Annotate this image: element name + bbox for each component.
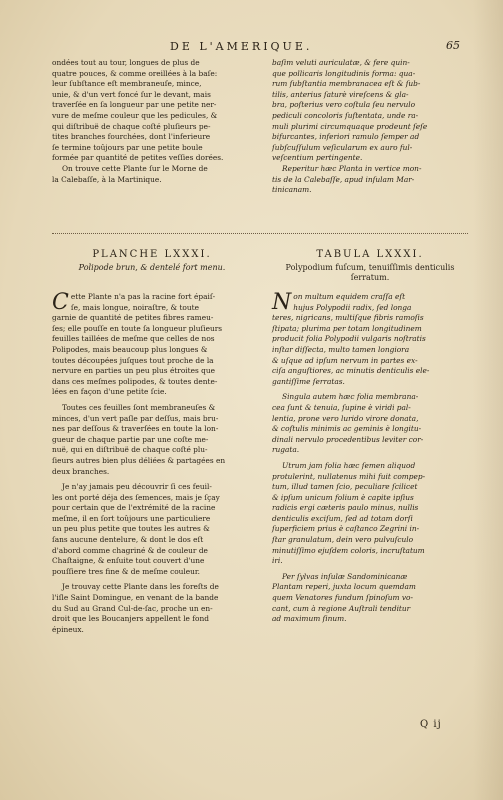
top-left-line: unie, & d'un vert foncé ſur le devant, mais (52, 89, 211, 99)
french-text-line: meſme, il en ſort toûjours une particuliere (52, 513, 211, 523)
top-right-line: tilis, anterius ſaturè vireſcens & gla- (272, 89, 409, 99)
french-text-line: ſe, mais longue, noiraſtre, & toute (70, 302, 199, 312)
top-left-line: formée par quantité de petites veſſies dorées. (52, 153, 224, 163)
top-left-line: ſe termine toûjours par une petite boule (52, 142, 203, 152)
plate-subtitle-french: Polipode brun, & dentelé fort menu. (78, 263, 226, 272)
latin-text-line: gantiſſime ſerratas. (272, 376, 345, 386)
top-right-line: ſubſcuſſulum veſicularum ex auro ful- (272, 142, 413, 152)
latin-text-line: Utrum jam folia hæc ſemen aliquod (282, 460, 416, 470)
latin-text-line: producit folia Polypodii vulgaris noſtratis (272, 334, 426, 344)
french-text-line: garnie de quantité de petites fibres rameu- (52, 313, 214, 323)
latin-text-line: on multum equidem craſſa eſt (293, 292, 406, 301)
french-text-line: du Sud au Grand Cul-de-ſac, proche un en- (52, 603, 213, 613)
french-text-line: Je n'ay jamais peu découvrir ſi ces feuil- (62, 482, 212, 492)
top-right-line: baſim veluti auriculatæ, & fere quin- (272, 58, 410, 67)
french-text-line: nervure en parties un peu plus étroites que (52, 366, 215, 376)
latin-text-line: iri. (272, 556, 283, 566)
latin-text-line: inſtar diſſecta, multo tamen longiora (272, 344, 410, 354)
french-text-line: Chaſtaigne, & enſuite tout couvert d'une (52, 556, 205, 566)
top-right-line: que pollicaris longitudinis forma: qua- (272, 68, 416, 78)
french-description (52, 292, 252, 635)
latin-text-line: cant, cum à regione Auſtrali tenditur (272, 603, 411, 613)
french-text-line: ſans aucune dentelure, & dont le dos eſt (52, 535, 204, 545)
top-right-line: muli plurimi circumquaque prodeunt ſeſe (272, 121, 428, 131)
latin-text-line: rugata. (272, 445, 300, 455)
top-left-line: la Calebaſſe, à la Martinique. (52, 174, 162, 184)
top-right-line: tis de la Calebaſſe, apud inſulam Mar- (272, 174, 415, 184)
top-right-line: rum ſubſtantia membranacea eſt & ſub- (272, 79, 421, 89)
top-right-line: Reperitur hæc Planta in vertice mon- (282, 163, 422, 173)
latin-text-line: ſuperficiem prius è caſtanco Zegrini in- (272, 524, 420, 534)
top-left-line: ondées tout au tour, longues de plus de (52, 58, 200, 67)
top-right-line: bifurcantes, inferiori ramulo ſemper ad (272, 132, 420, 142)
top-left-line: traverſée en ſa longueur par une petite ner- (52, 100, 217, 110)
top-left-line: qui diſtribuë de chaque coſté pluſieurs pe- (52, 121, 211, 131)
french-text-line: pour certain que de l'extrémité de la racine (52, 503, 216, 513)
latin-text-line: protulerint, nullatenus mihi fuit compер- (272, 471, 426, 481)
top-left-column (52, 58, 252, 185)
plate-title-french: PLANCHE LXXXI. (92, 249, 212, 260)
french-text-line: Toutes ces feuilles ſont membraneuſes & (62, 402, 216, 412)
french-text-line: ſieurs autres bien plus déliées & partagées en (52, 455, 226, 465)
latin-text-line: & ipſum unicum folium è capite ipſius (272, 492, 414, 502)
signature-mark: Q ij (420, 719, 442, 730)
french-text-line: ſes; elle pouſſe en toute ſa longueur pluſieurs (52, 323, 223, 333)
latin-text-line: & coſtulis minimis ac geminis è longitu- (272, 424, 422, 434)
latin-text-line: denticulis exciſum, ſed ad totam dorſi (272, 513, 413, 523)
french-text-line: Polipodes, mais beaucoup plus longues & (52, 344, 208, 354)
latin-text-line: teres, nigricans, multiſque fibris ramoſis (272, 313, 424, 323)
latin-text-line: dinali nervulo procedentibus leviter cor- (272, 434, 424, 444)
french-text-line: ette Plante n'a pas la racine fort épaiſ- (70, 292, 216, 301)
top-left-line: quatre pouces, & comme oreillées à la baſe: (52, 68, 218, 78)
french-text-line: l'iſle Saint Domingue, en venant de la bande (52, 593, 219, 603)
french-text-line: feuilles taillées de meſme que celles de nos (52, 334, 215, 344)
french-text-line: gueur de chaque partie par une coſte me- (52, 434, 209, 444)
top-right-column (272, 58, 468, 196)
latin-text-line: Singula autem hæc folia membrana- (282, 392, 419, 402)
latin-text-line: tum, illud tamen ſcio, peculiare ſcilicet (272, 482, 418, 492)
running-head: DE L'AMERIQUE. (170, 40, 313, 53)
french-text-line: toutes découpées juſques tout proche de la (52, 355, 214, 365)
top-left-line: tites branches fourchées, dont l'inferieure (52, 132, 211, 142)
latin-text-line: lentia, prone vero lurido virore donata, (272, 413, 419, 423)
french-text-dropcap: C (52, 290, 69, 315)
top-right-line: pediculi concoloris ſuſtentata, unde ra- (272, 110, 419, 120)
page-header (50, 40, 460, 56)
french-text-line: nes par deſſous & traverſées en toute la lon- (52, 424, 219, 434)
latin-text-line: quem Venatores fundum ſpinoſum vo- (272, 593, 414, 603)
latin-text-line: minutiſſimo ejuſdem coloris, incruſtatum (272, 545, 425, 555)
latin-text-line: ſtar granulatum, dein vero pulvuſculo (272, 535, 414, 545)
french-text-line: lées en façon d'une petite ſcie. (52, 387, 167, 397)
french-text-line: un peu plus petite que toutes les autres & (52, 524, 210, 534)
french-text-line: Je trouvay cette Plante dans les foreſts de (62, 582, 219, 592)
french-text-line: pouſſiere tres fine & de meſme couleur. (52, 566, 200, 576)
french-text-line: minces, d'un vert paſle par deſſus, mais bru- (52, 413, 219, 423)
french-text-line: nuë, qui en diſtribuë de chaque coſté plu- (52, 445, 208, 455)
french-text-line: d'abord comme chagriné & de couleur de (52, 545, 208, 555)
latin-text-line: radicis ergi cæteris paulo minus, nullis (272, 503, 419, 513)
top-right-line: veſcentium pertingente. (272, 153, 363, 163)
latin-text-line: Per ſylvas inſulæ Sandominicanæ (282, 571, 408, 581)
french-text-line: deux branches. (52, 466, 110, 476)
french-text-line: épineux. (52, 624, 84, 634)
latin-text-line: ſtipata; plurima per totam longitudinem (272, 323, 422, 333)
latin-text-line: Plantam reperi, juxta locum quemdam (272, 582, 416, 592)
plate-subtitle-latin: Polypodium fuſcum, tenuiſſimis denticulis ſerratum. (285, 263, 455, 282)
latin-description (272, 292, 468, 625)
top-right-line: bra, poſterius vero coſtula ſeu nervulo (272, 100, 416, 110)
french-text-line: droit que les Boucanjers appellent le fond (52, 614, 209, 624)
latin-text-line: cea ſunt & tenuia, ſupine è viridi pal- (272, 402, 411, 412)
french-text-line: dans ces meſmes polipodes, & toutes dente- (52, 376, 218, 386)
page-edge-shadow (473, 0, 503, 800)
latin-text-line: & uſque ad ipſum nervum in partes ex- (272, 355, 418, 365)
french-text-line: les ont porté déja des ſemences, mais je ſçay (52, 492, 220, 502)
latin-text-line: ciſa anguſtiores, ac minutis denticulis ele- (272, 366, 430, 376)
plate-title-latin: TABULA LXXXI. (316, 249, 424, 260)
latin-text-dropcap: N (272, 290, 292, 315)
latin-text-line: ad maximum ſinum. (272, 614, 347, 624)
page-number: 65 (446, 39, 460, 52)
section-divider (52, 233, 468, 234)
latin-text-line: hujus Polypodii radix, ſed longa (293, 302, 412, 312)
top-left-line: On trouve cette Plante ſur le Morne de (62, 163, 208, 173)
top-left-line: leur ſubſtance eſt membraneuſe, mince, (52, 79, 202, 89)
top-left-line: vure de meſme couleur que les pedicules, & (52, 110, 218, 120)
top-right-line: tinicanam. (272, 185, 312, 195)
